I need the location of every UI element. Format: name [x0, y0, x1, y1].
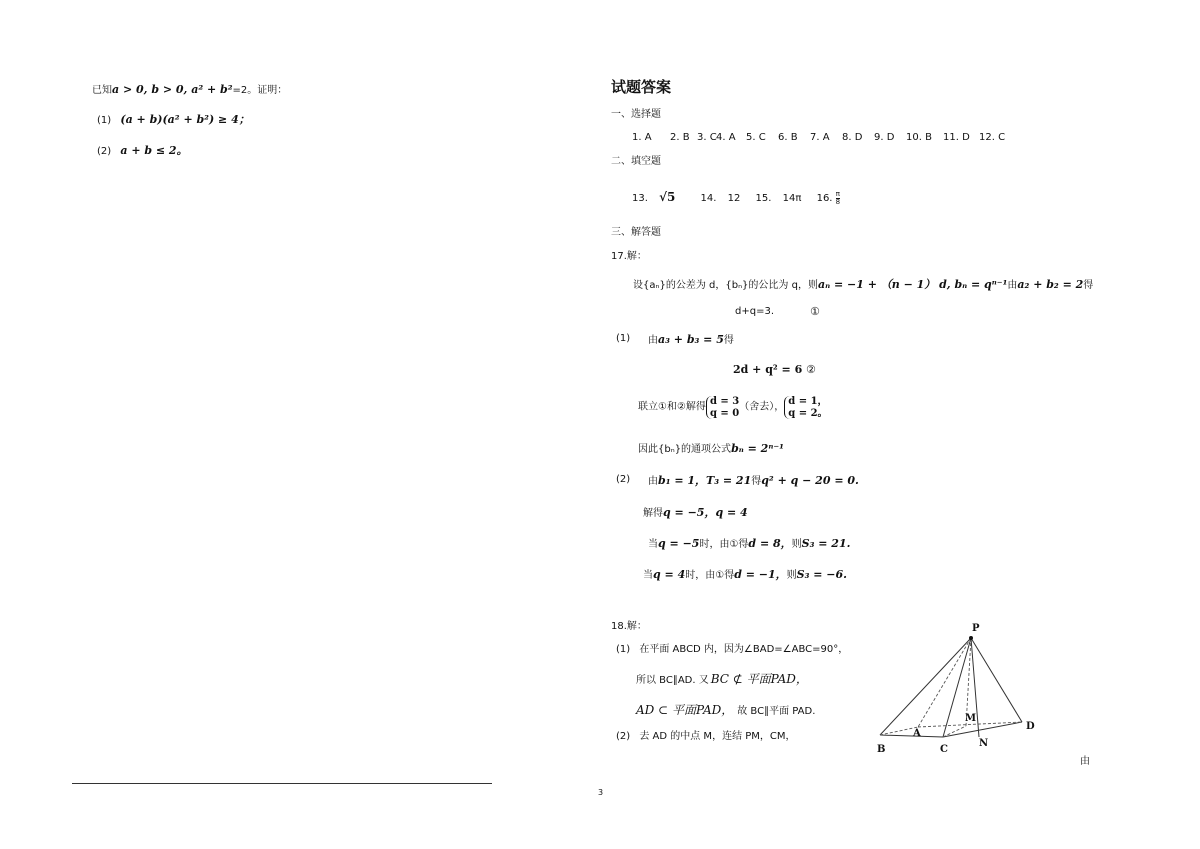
- edge-cm-hidden: [943, 726, 966, 737]
- choice-answer-4: 4. A: [716, 132, 736, 143]
- fill-num-14: 14.: [700, 193, 717, 204]
- continuation-word: 由: [1080, 756, 1090, 767]
- setup-by: 由: [1007, 280, 1018, 291]
- p18-part-2-label: (2): [616, 731, 631, 742]
- label-c: C: [940, 744, 948, 755]
- case-2-d: d = −1，: [734, 568, 787, 581]
- problem-18-heading: 18.解：: [611, 621, 647, 632]
- part-2-equation: q² + q − 20 = 0.: [761, 474, 859, 487]
- part-2-get: 得: [751, 476, 762, 487]
- choice-answer-6: 6. B: [778, 132, 798, 143]
- p18-line-3-text: 故 BC∥平面 PAD.: [737, 706, 816, 717]
- question-2-label: (2): [97, 146, 112, 157]
- p18-line-1-text: 在平面 ABCD 内，因为∠BAD=∠ABC=90°，: [639, 644, 849, 655]
- section-fill-heading: 二、填空题: [611, 156, 661, 167]
- p18-line-1: [616, 645, 848, 655]
- setup-get: 得: [1083, 280, 1094, 291]
- system-rejected-bottom: q = 0: [709, 407, 740, 419]
- general-term-formula: bₙ = 2ⁿ⁻¹: [731, 442, 784, 455]
- fill-answer-13: √5: [659, 190, 676, 204]
- p18-line-3: [636, 704, 815, 717]
- choice-answer-11: 11. D: [943, 132, 970, 143]
- system-accepted-bottom: q = 2。: [788, 407, 828, 419]
- choice-answer-3: 3. C: [697, 132, 717, 143]
- apex-point: [969, 636, 973, 640]
- case-1-text: 时，由①得: [699, 539, 749, 550]
- setup-condition: a₂ + b₂ = 2: [1017, 278, 1084, 291]
- question-2-math: a + b ≤ 2。: [120, 144, 188, 157]
- label-p: P: [972, 623, 980, 634]
- p18-line-4: [616, 732, 796, 742]
- general-term-text: 因此{bₙ}的通项公式: [638, 444, 732, 455]
- label-a: A: [913, 728, 921, 739]
- problem-17-setup: [633, 279, 1093, 291]
- part-1-condition: a₃ + b₃ = 5: [658, 333, 724, 346]
- part-1-by: 由: [648, 335, 658, 346]
- system-accepted-top: d = 1，: [788, 396, 828, 407]
- equation-2-marker: ②: [806, 363, 816, 376]
- rejected-note: （舍去），: [739, 401, 785, 413]
- general-term: [638, 443, 784, 455]
- choice-answer-5: 5. C: [746, 132, 766, 143]
- edge-cd: [943, 722, 1022, 737]
- case-2-when: 当: [643, 570, 653, 581]
- p18-line-2: [636, 673, 808, 686]
- p18-line-2-math: BC ⊄ 平面PAD，: [710, 672, 808, 686]
- question-1-math: (a + b)(a² + b²) ≥ 4；: [120, 113, 250, 126]
- case-2-q: q = 4: [653, 568, 686, 581]
- fill-num-13: 13.: [632, 193, 648, 204]
- setup-formula: aₙ = −1 + （n − 1） d, bₙ = qⁿ⁻¹: [817, 278, 1008, 291]
- case-2-text: 时，由①得: [685, 570, 735, 581]
- part-1-given: [648, 334, 734, 346]
- p18-line-3-math: AD ⊂ 平面PAD，: [636, 703, 734, 717]
- fill-answer-16-numerator: π: [835, 189, 841, 198]
- fill-answer-14: 12: [727, 193, 741, 204]
- system-rejected: [706, 396, 739, 419]
- choice-answer-1: 1. A: [632, 132, 652, 143]
- case-1-then: 则: [791, 539, 802, 550]
- fill-answer-16: [836, 191, 840, 206]
- case-2-sum: S₃ = −6.: [796, 568, 847, 581]
- case-2-then: 则: [786, 570, 797, 581]
- given-math: a > 0, b > 0, a² + b²: [112, 83, 233, 96]
- roots-text: 解得: [643, 508, 663, 519]
- system-solution: [638, 396, 828, 419]
- roots: [643, 507, 748, 519]
- edge-bc: [880, 735, 943, 737]
- system-rejected-top: d = 3: [709, 396, 740, 407]
- part-1-get: 得: [723, 335, 734, 346]
- fill-answer-15: 14π: [782, 193, 802, 204]
- case-1-d: d = 8，: [748, 537, 792, 550]
- given-statement: [92, 84, 287, 96]
- equation-2: 2d + q² = 6: [733, 363, 803, 376]
- fill-answer-16-denominator: 8: [835, 197, 841, 206]
- choice-answer-10: 10. B: [906, 132, 932, 143]
- case-q-minus-5: [648, 538, 850, 550]
- choice-answer-7: 7. A: [810, 132, 830, 143]
- case-1-sum: S₃ = 21.: [801, 537, 851, 550]
- label-m: M: [965, 713, 977, 724]
- fill-answer-list: [632, 188, 840, 208]
- edge-pd: [971, 638, 1022, 722]
- roots-values: q = −5，q = 4: [663, 506, 748, 519]
- system-accepted: [784, 396, 827, 419]
- equation-1-marker: ①: [810, 305, 820, 318]
- label-b: B: [877, 744, 886, 755]
- choice-answer-2: 2. B: [670, 132, 690, 143]
- problem-17-heading: 17.解：: [611, 251, 647, 262]
- p18-part-1-label: (1): [616, 644, 631, 655]
- question-1-label: (1): [97, 115, 112, 126]
- part-2-label: (2): [616, 474, 631, 485]
- choice-answer-12: 12. C: [979, 132, 1006, 143]
- part-2-condition: b₁ = 1，T₃ = 21: [658, 474, 752, 487]
- equation-1: d+q=3.: [735, 306, 774, 317]
- solve-text: 联立①和②解得: [638, 401, 706, 413]
- edge-pa-hidden: [918, 638, 971, 727]
- label-n: N: [979, 738, 989, 749]
- page-number: 3: [598, 788, 604, 797]
- p18-line-4-text: 去 AD 的中点 M，连结 PM，CM，: [639, 731, 796, 742]
- question-1: [97, 114, 250, 126]
- part-2-given: [648, 475, 859, 487]
- p18-line-2-text: 所以 BC∥AD. 又: [636, 675, 709, 686]
- case-q-4: [643, 569, 847, 581]
- part-2-by: 由: [648, 476, 658, 487]
- section-choice-heading: 一、选择题: [611, 109, 661, 120]
- footnote-divider: [72, 783, 492, 784]
- section-solution-heading: 三、解答题: [611, 227, 661, 238]
- choice-answer-8: 8. D: [842, 132, 863, 143]
- pyramid-figure: [868, 618, 1048, 760]
- question-2: [97, 145, 188, 157]
- fill-num-16: 16.: [816, 193, 833, 204]
- answers-title: 试题答案: [611, 78, 672, 96]
- part-1-label: (1): [616, 333, 631, 344]
- choice-answer-9: 9. D: [874, 132, 895, 143]
- fill-num-15: 15.: [755, 193, 772, 204]
- setup-text: 设{aₙ}的公差为 d，{bₙ}的公比为 q，则: [633, 280, 818, 291]
- label-d: D: [1026, 721, 1035, 732]
- given-suffix: =2。证明：: [232, 85, 288, 96]
- given-prefix: 已知: [92, 85, 112, 96]
- case-1-q: q = −5: [658, 537, 700, 550]
- case-1-when: 当: [648, 539, 658, 550]
